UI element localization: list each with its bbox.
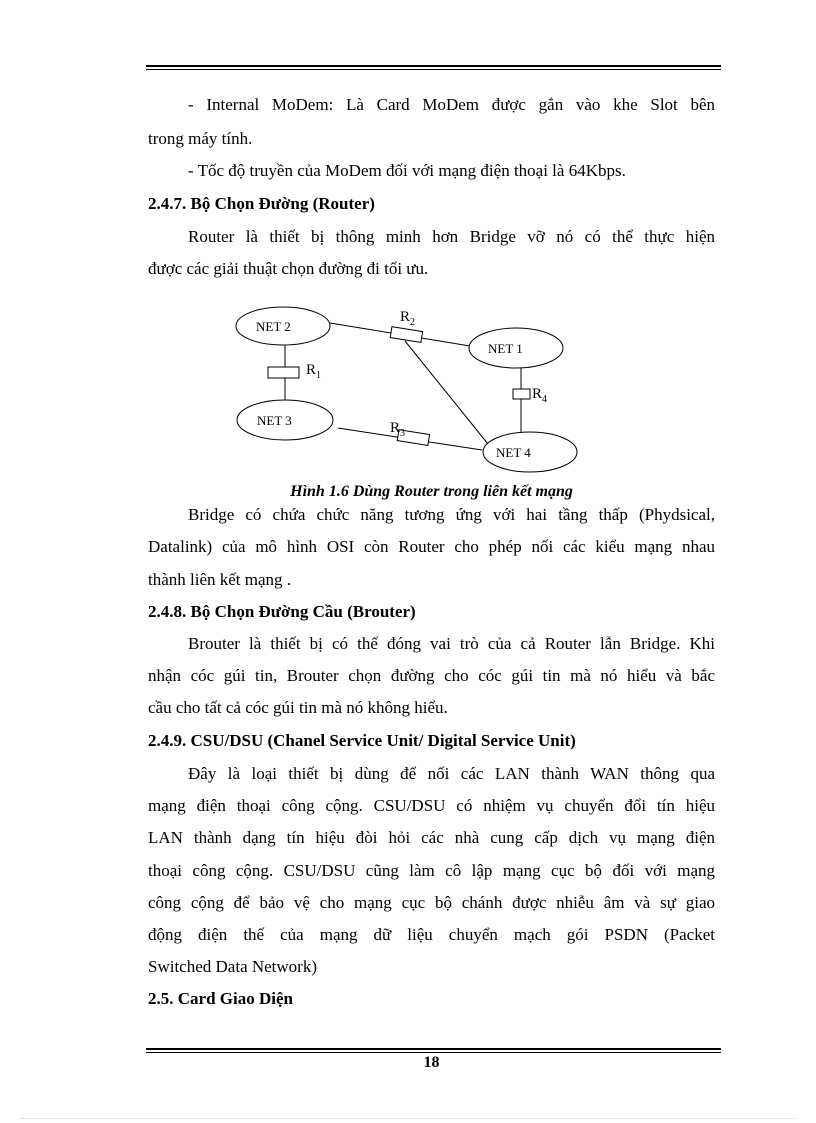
net1-label: NET 1 (488, 341, 523, 356)
paragraph-line: công cộng để bảo vệ cho mạng cục bộ chánh được nhiễu âm và sự giao (148, 893, 715, 912)
paragraph-line: Router là thiết bị thông minh hơn Bridge vỡ nó có thể thực hiện (188, 227, 715, 246)
section-heading-2-5: 2.5. Card Giao Diện (148, 989, 293, 1008)
r3-label: $R_3$ (390, 420, 406, 439)
page-number: 18 (423, 1054, 440, 1071)
paragraph-line: - Internal MoDem: Là Card MoDem được gắn vào khe Slot bên (188, 95, 715, 114)
paragraph-line: mạng điện thoại công cộng. CSU/DSU có nhiệm vụ chuyển đổi tín hiệu (148, 796, 715, 815)
net2-label: NET 2 (256, 319, 291, 334)
paragraph-line: Brouter là thiết bị có thể đóng vai trò của cả Router lẫn Bridge. Khi (188, 634, 715, 653)
paragraph-line: thoại công cộng. CSU/DSU cũng làm cô lập mạng cục bộ đối với mạng (148, 861, 715, 880)
paragraph-line: trong máy tính. (148, 129, 253, 148)
page-edge (20, 1118, 796, 1119)
paragraph-line: Đây là loại thiết bị dùng để nối các LAN thành WAN thông qua (188, 764, 715, 783)
net4-label: NET 4 (496, 445, 531, 460)
router-diagram (0, 0, 816, 500)
r4-label: $R_4$ (532, 386, 548, 405)
router-r4 (513, 389, 530, 399)
router-r2 (390, 327, 422, 343)
section-heading-2-4-7: 2.4.7. Bộ Chọn Đường (Router) (148, 194, 375, 213)
r1-label: $R_1$ (306, 362, 322, 381)
figure-caption: Hình 1.6 Dùng Router trong liên kết mạng (290, 483, 573, 500)
paragraph-line: cầu cho tất cả cóc gúi tin mà nó không hiểu. (148, 698, 448, 717)
section-heading-2-4-8: 2.4.8. Bộ Chọn Đường Cầu (Brouter) (148, 602, 416, 621)
router-r1 (268, 367, 299, 378)
paragraph-line: được các giải thuật chọn đường đi tối ưu. (148, 259, 429, 278)
paragraph-line: thành liên kết mạng . (148, 570, 292, 589)
footer-rule (146, 1048, 721, 1053)
paragraph-line: Switched Data Network) (148, 957, 318, 976)
paragraph-line: nhận cóc gúi tin, Brouter chọn đường cho cóc gúi tin mà nó hiểu và bắc (148, 666, 715, 685)
paragraph-line: LAN thành dạng tín hiệu đòi hỏi các nhà cung cấp dịch vụ mạng điện (148, 828, 715, 847)
paragraph-line: Bridge có chứa chức năng tương ứng với hai tầng thấp (Phydsical, (188, 505, 715, 524)
paragraph-line: Datalink) của mô hình OSI còn Router cho phép nối các kiểu mạng nhau (148, 537, 715, 556)
r2-label: $R_2$ (400, 309, 416, 328)
paragraph-line: động điện thế của mạng dữ liệu chuyển mạch gói PSDN (Packet (148, 925, 715, 944)
section-heading-2-4-9: 2.4.9. CSU/DSU (Chanel Service Unit/ Digital Service Unit) (148, 731, 576, 750)
paragraph-line: - Tốc độ truyền của MoDem đối với mạng điện thoại là 64Kbps. (188, 161, 626, 180)
net3-label: NET 3 (257, 413, 292, 428)
